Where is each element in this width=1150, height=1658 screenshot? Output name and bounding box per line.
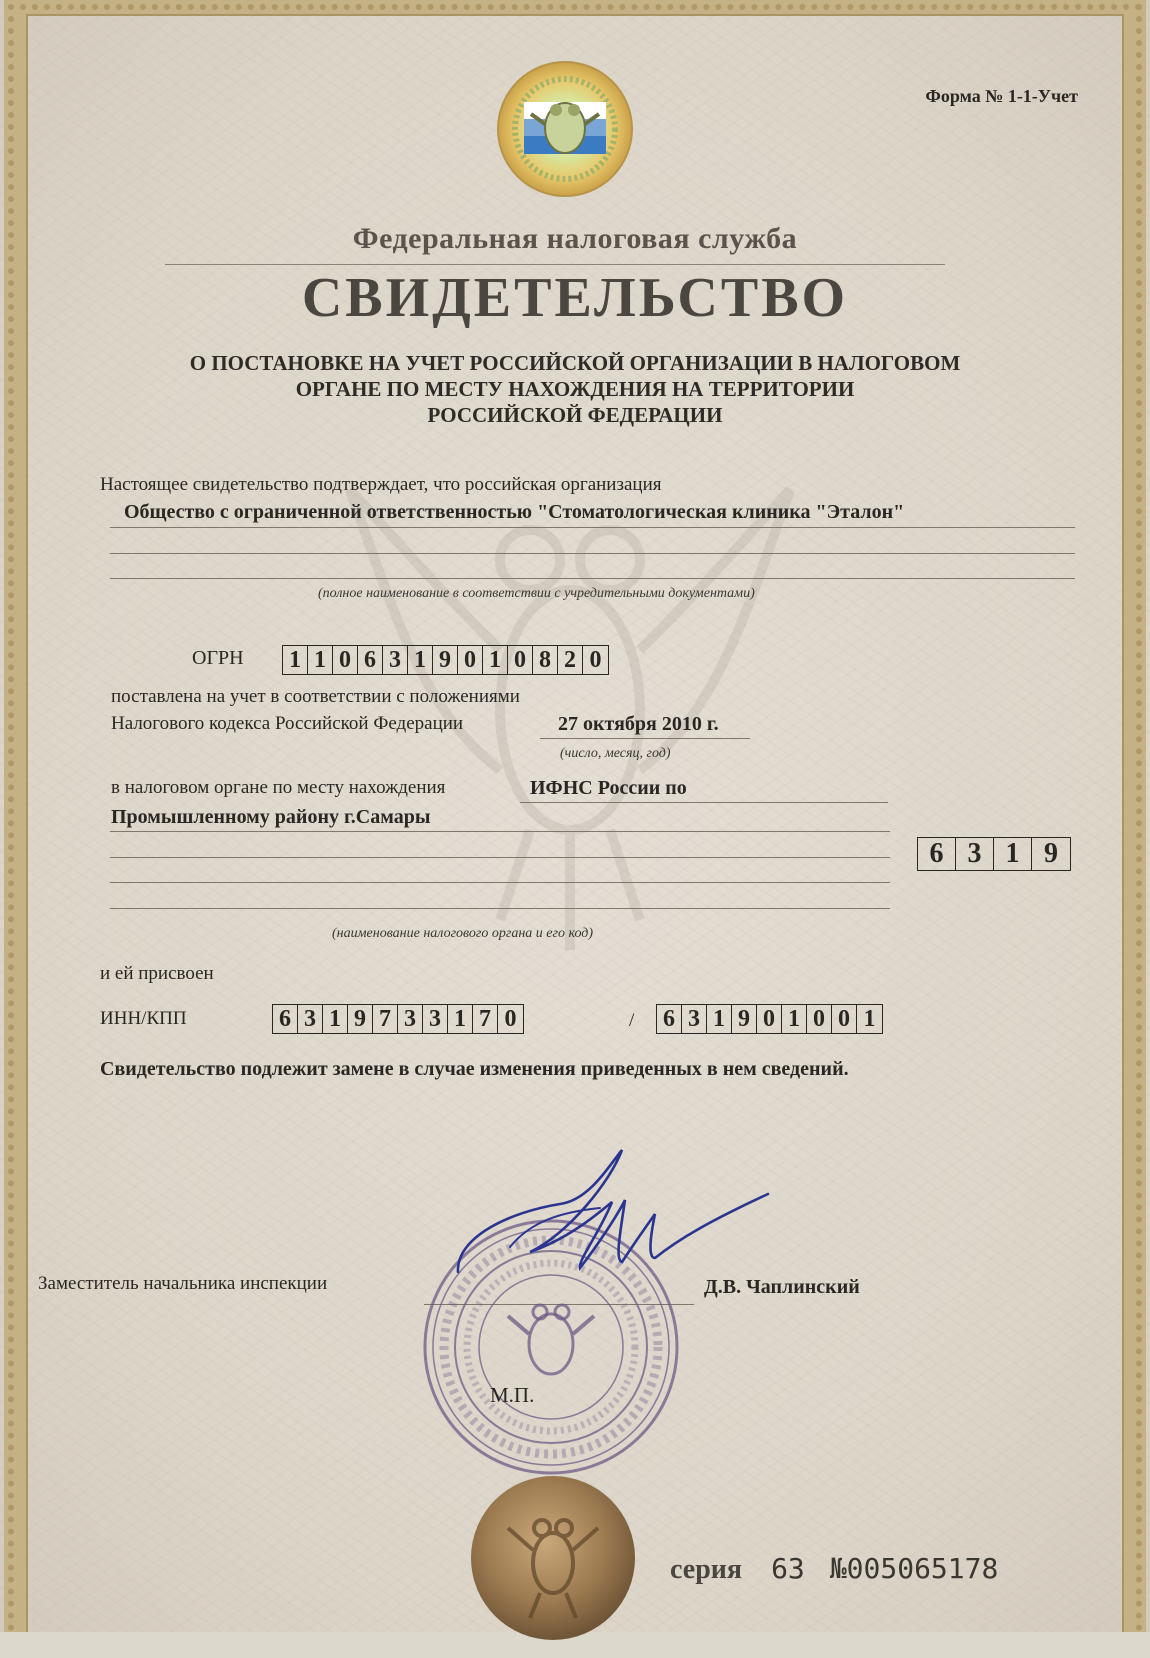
digit-cell: 3 xyxy=(423,1005,448,1033)
digit-cell: 1 xyxy=(782,1005,807,1033)
series-number xyxy=(670,1552,998,1586)
date-caption: (число, месяц, год) xyxy=(560,746,671,761)
tax-office-underline xyxy=(110,857,890,858)
document-subtitle xyxy=(0,350,1150,428)
digit-cell: 0 xyxy=(807,1005,832,1033)
registration-date: 27 октября 2010 г. xyxy=(558,713,719,735)
digit-cell: 1 xyxy=(448,1005,473,1033)
name-underline xyxy=(110,527,1075,528)
digit-cell: 1 xyxy=(323,1005,348,1033)
tax-office-prefix: в налоговом органе по месту нахождения xyxy=(111,777,446,798)
digit-cell: 6 xyxy=(273,1005,298,1033)
document-title: СВИДЕТЕЛЬСТВО xyxy=(301,267,849,329)
form-number-label: Форма № 1-1-Учет xyxy=(925,86,1078,106)
tax-office-caption: (наименование налогового органа и его код) xyxy=(332,926,594,941)
tax-office-code-boxes xyxy=(917,837,1071,871)
tax-office-underline xyxy=(110,908,890,909)
certificate-number: №005065178 xyxy=(829,1552,999,1585)
intro-text: Настоящее свидетельство подтверждает, что российская организация xyxy=(100,474,662,495)
name-caption: (полное наименование в соответствии с учредительными документами) xyxy=(318,586,755,601)
assigned-text: и ей присвоен xyxy=(100,963,214,984)
replacement-notice: Свидетельство подлежит замене в случае изменения приведенных в нем сведений. xyxy=(100,1058,849,1080)
registration-text: Налогового кодекса Российской Федерации xyxy=(111,713,464,734)
registration-text: поставлена на учет в соответствии с положениями xyxy=(111,686,520,707)
digit-cell: 0 xyxy=(333,646,358,674)
stamp-place-label: М.П. xyxy=(490,1383,535,1407)
digit-cell: 0 xyxy=(757,1005,782,1033)
digit-cell: 7 xyxy=(373,1005,398,1033)
digit-cell: 1 xyxy=(283,646,308,674)
hologram-emblem-icon xyxy=(496,60,634,198)
digit-cell: 3 xyxy=(398,1005,423,1033)
digit-cell: 0 xyxy=(458,646,483,674)
digit-cell: 1 xyxy=(483,646,508,674)
digit-cell: 2 xyxy=(558,646,583,674)
gold-medallion-icon xyxy=(470,1458,636,1658)
digit-cell: 6 xyxy=(918,838,956,870)
name-underline xyxy=(110,553,1075,554)
digit-cell: 3 xyxy=(383,646,408,674)
digit-cell: 3 xyxy=(682,1005,707,1033)
digit-cell: 9 xyxy=(732,1005,757,1033)
digit-cell: 0 xyxy=(589,647,602,673)
digit-cell: 1 xyxy=(994,838,1032,870)
ogrn-digit-boxes xyxy=(282,645,609,675)
tax-office-underline xyxy=(110,882,890,883)
series-value: 63 xyxy=(771,1552,805,1585)
signatory-position: Заместитель начальника инспекции xyxy=(38,1273,328,1294)
subtitle-line: О ПОСТАНОВКЕ НА УЧЕТ РОССИЙСКОЙ ОРГАНИЗАЦИИ В НАЛОГОВОМ xyxy=(189,351,961,375)
name-underline xyxy=(110,578,1075,579)
digit-cell: 9 xyxy=(1044,838,1058,869)
inn-kpp-label: ИНН/КПП xyxy=(100,1008,187,1029)
eagle-watermark-icon xyxy=(330,450,810,970)
digit-cell: 3 xyxy=(956,838,994,870)
digit-cell: 7 xyxy=(473,1005,498,1033)
agency-underline xyxy=(165,264,945,265)
digit-cell: 0 xyxy=(508,646,533,674)
inn-digit-boxes xyxy=(272,1004,524,1034)
digit-cell: 0 xyxy=(832,1005,857,1033)
digit-cell: 1 xyxy=(408,646,433,674)
tax-office-underline xyxy=(110,831,890,832)
tax-office-name: ИФНС России по xyxy=(530,777,687,799)
digit-cell: 1 xyxy=(308,646,333,674)
digit-cell: 6 xyxy=(657,1005,682,1033)
digit-cell: 9 xyxy=(348,1005,373,1033)
digit-cell: 8 xyxy=(533,646,558,674)
agency-name: Федеральная налоговая служба xyxy=(352,222,798,255)
digit-cell: 1 xyxy=(863,1006,876,1032)
ogrn-label: ОГРН xyxy=(192,647,244,669)
handwritten-signature-icon xyxy=(450,1142,770,1312)
subtitle-line: РОССИЙСКОЙ ФЕДЕРАЦИИ xyxy=(427,403,723,427)
digit-cell: 9 xyxy=(433,646,458,674)
signatory-name: Д.В. Чаплинский xyxy=(704,1276,860,1298)
subtitle-line: ОРГАНЕ ПО МЕСТУ НАХОЖДЕНИЯ НА ТЕРРИТОРИИ xyxy=(295,377,855,401)
digit-cell: 0 xyxy=(504,1006,517,1032)
date-underline xyxy=(540,738,750,739)
inn-kpp-separator: / xyxy=(629,1010,635,1031)
digit-cell: 1 xyxy=(707,1005,732,1033)
tax-office-underline xyxy=(520,802,888,803)
kpp-digit-boxes xyxy=(656,1004,883,1034)
digit-cell: 3 xyxy=(298,1005,323,1033)
digit-cell: 6 xyxy=(358,646,383,674)
tax-office-name: Промышленному району г.Самары xyxy=(111,806,431,828)
organization-name: Общество с ограниченной ответственностью "Стоматологическая клиника "Эталон" xyxy=(124,501,905,523)
series-label: серия xyxy=(670,1554,743,1585)
